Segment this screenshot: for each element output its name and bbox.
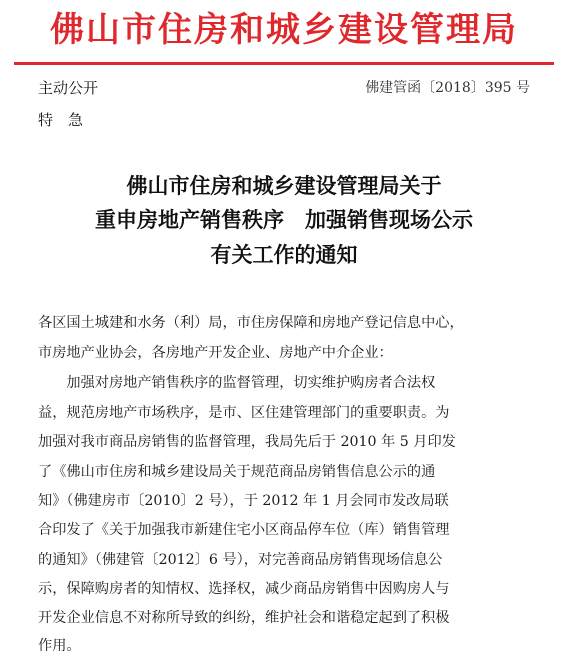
body-line: 益，规范房地产市场秩序，是市、区住建管理部门的重要职责。为	[38, 405, 450, 421]
body-line: 市房地产业协会，各房地产开发企业、房地产中介企业：	[38, 345, 393, 361]
body-line: 知》（佛建房市〔2010〕2 号），于 2012 年 1 月会同市发改局联	[38, 493, 449, 509]
body-line: 了《佛山市住房和城乡建设局关于规范商品房销售信息公示的通	[38, 464, 436, 480]
disclosure-label: 主动公开	[38, 79, 99, 97]
document-title-line-2: 重申房地产销售秩序 加强销售现场公示	[95, 208, 473, 232]
body-line: 示，保障购房者的知情权、选择权，减少商品房销售中因购房人与	[38, 581, 450, 597]
body-line: 作用。	[38, 638, 81, 654]
body-line: 各区国土城建和水务（利）局，市住房保障和房地产登记信息中心，	[38, 315, 464, 331]
priority-label: 特 急	[38, 111, 84, 129]
agency-header-title: 佛山市住房和城乡建设管理局	[50, 10, 518, 50]
body-line: 的通知》（佛建管〔2012〕6 号），对完善商品房销售现场信息公	[38, 552, 443, 568]
document-number: 佛建管函〔2018〕395 号	[365, 80, 530, 96]
header-red-rule	[14, 62, 554, 65]
body-line: 合印发了《关于加强我市新建住宅小区商品停车位（库）销售管理	[38, 522, 450, 538]
document-title-line-1: 佛山市住房和城乡建设管理局关于	[126, 174, 442, 198]
document-title-line-3: 有关工作的通知	[210, 243, 358, 267]
body-line: 开发企业信息不对称所导致的纠纷，维护社会和谐稳定起到了积极	[38, 610, 450, 626]
body-line: 加强对房地产销售秩序的监督管理，切实维护购房者合法权	[38, 375, 436, 391]
body-line: 加强对我市商品房销售的监督管理，我局先后于 2010 年 5 月印发	[38, 434, 456, 450]
